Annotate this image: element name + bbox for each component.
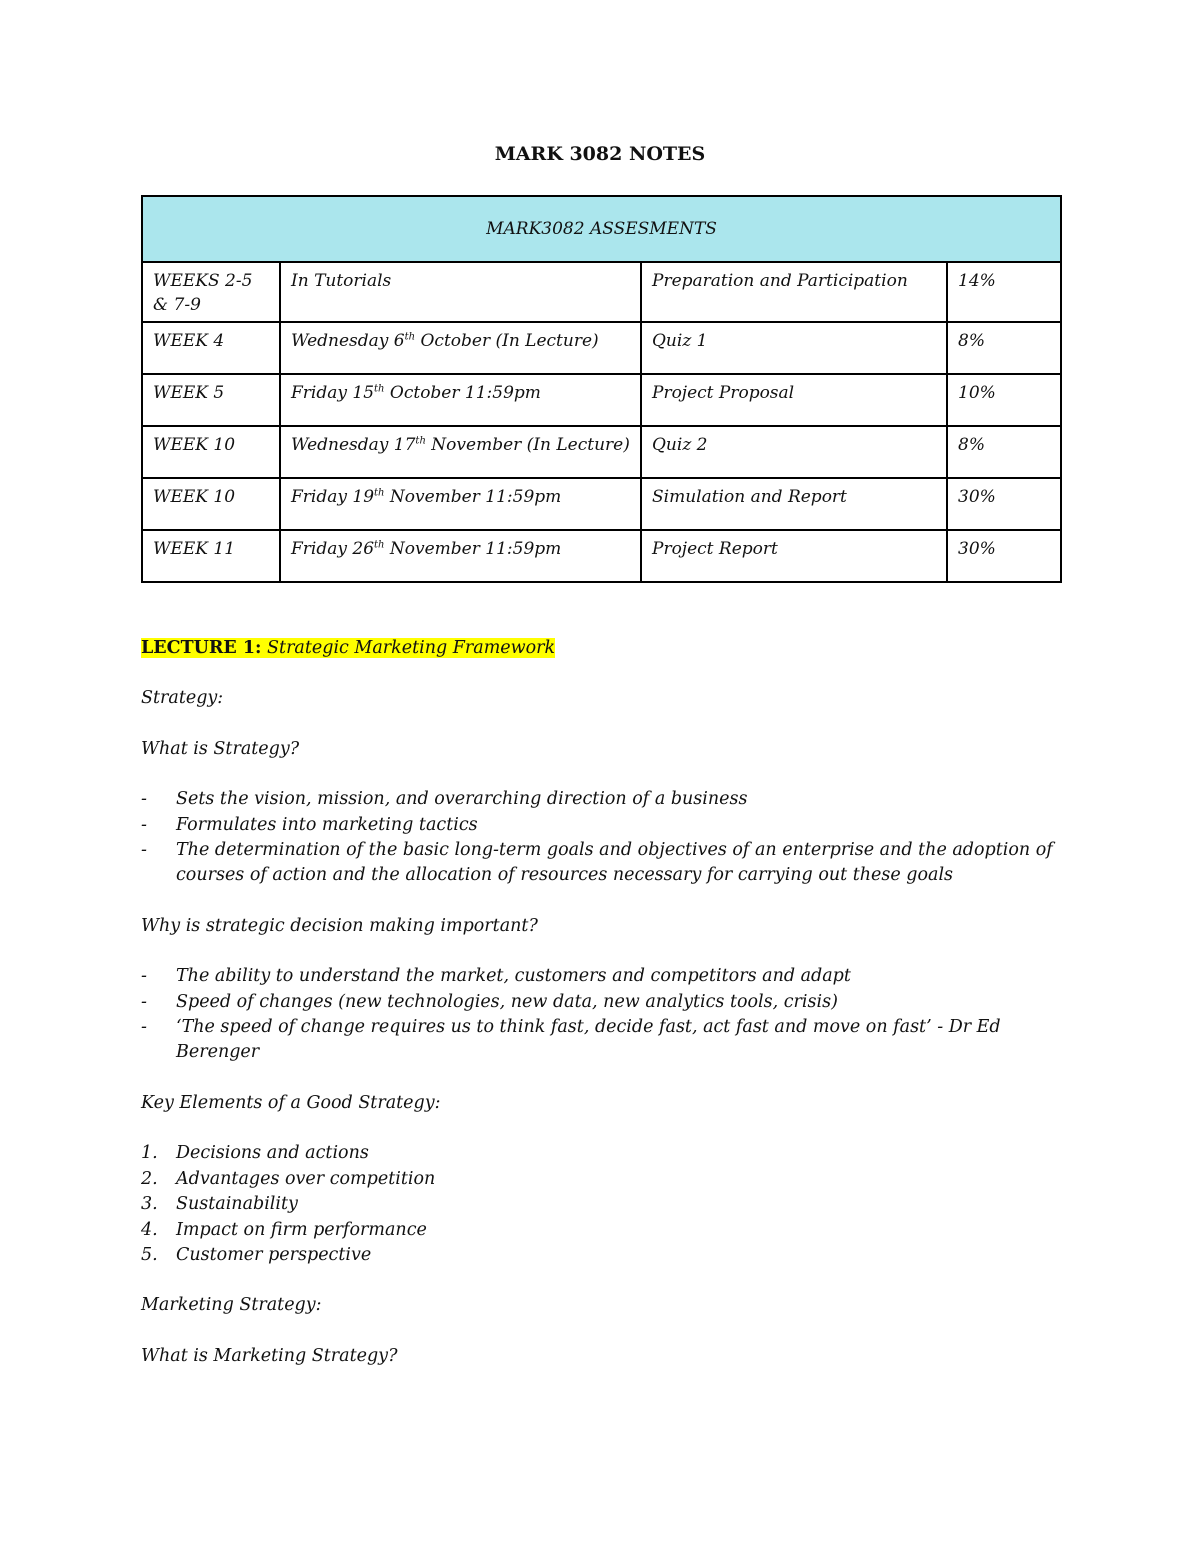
- lecture-label: LECTURE 1:: [141, 638, 262, 658]
- list-item: - The ability to understand the market, customers and competitors and adapt: [141, 966, 851, 987]
- cell-weight: 8%: [947, 426, 1061, 478]
- table-row: [142, 530, 1061, 582]
- section-heading: Marketing Strategy:: [141, 1295, 322, 1316]
- bullet-list: [141, 787, 1071, 889]
- cell-week: WEEK 5: [142, 374, 280, 426]
- list-item: - Speed of changes (new technologies, new data, new analytics tools, crisis): [141, 991, 838, 1012]
- list-item: 4. Impact on firm performance: [141, 1219, 427, 1240]
- cell-task: Preparation and Participation: [641, 262, 947, 322]
- cell-weight: 14%: [947, 262, 1061, 322]
- list-item: - Formulates into marketing tactics: [141, 814, 478, 835]
- cell-task: Simulation and Report: [641, 478, 947, 530]
- numbered-list: [141, 1141, 1071, 1268]
- cell-task: Project Report: [641, 530, 947, 582]
- assessments-table: [141, 195, 1062, 583]
- list-item: - ‘The speed of change requires us to think fast, decide fast, act fast and move on fast’ - Dr Ed Berenger: [141, 1017, 1001, 1063]
- cell-week: WEEK 11: [142, 530, 280, 582]
- table-row: [142, 478, 1061, 530]
- section-heading: Strategy:: [141, 688, 224, 709]
- cell-weight: 8%: [947, 322, 1061, 374]
- list-item: 3. Sustainability: [141, 1194, 298, 1215]
- cell-weight: 30%: [947, 478, 1061, 530]
- cell-task: Quiz 2: [641, 426, 947, 478]
- lecture-topic: Strategic Marketing Framework: [267, 638, 556, 658]
- list-item: 2. Advantages over competition: [141, 1168, 436, 1189]
- table-row: [142, 262, 1061, 322]
- list-item: - Sets the vision, mission, and overarching direction of a business: [141, 789, 748, 810]
- cell-week: WEEKS 2-5 & 7-9: [142, 262, 280, 322]
- section-heading: Key Elements of a Good Strategy:: [141, 1092, 441, 1113]
- cell-task: Quiz 1: [641, 322, 947, 374]
- cell-weight: 10%: [947, 374, 1061, 426]
- cell-when: Wednesday 6th October (In Lecture): [280, 322, 641, 374]
- cell-when: Friday 19th November 11:59pm: [280, 478, 641, 530]
- cell-week: WEEK 10: [142, 426, 280, 478]
- list-item: 5. Customer perspective: [141, 1244, 372, 1265]
- cell-when: Friday 26th November 11:59pm: [280, 530, 641, 582]
- lecture-heading: [141, 636, 1071, 661]
- cell-when: Wednesday 17th November (In Lecture): [280, 426, 641, 478]
- table-header: MARK3082 ASSESMENTS: [142, 196, 1061, 262]
- cell-weight: 30%: [947, 530, 1061, 582]
- notes-body: [141, 636, 1071, 1369]
- cell-when: Friday 15th October 11:59pm: [280, 374, 641, 426]
- question-heading: Why is strategic decision making important?: [141, 915, 538, 936]
- list-item: - The determination of the basic long-term goals and objectives of an enterprise and the adoption of courses of action and the allocation of resources necessary for carrying out these goals: [141, 840, 1053, 886]
- list-item: 1. Decisions and actions: [141, 1143, 369, 1164]
- table-row: [142, 426, 1061, 478]
- question-heading: What is Marketing Strategy?: [141, 1345, 398, 1366]
- bullet-list: [141, 964, 1071, 1066]
- question-heading: What is Strategy?: [141, 738, 300, 759]
- table-row: [142, 322, 1061, 374]
- cell-week: WEEK 4: [142, 322, 280, 374]
- cell-week: WEEK 10: [142, 478, 280, 530]
- cell-task: Project Proposal: [641, 374, 947, 426]
- cell-when: In Tutorials: [280, 262, 641, 322]
- table-row: [142, 374, 1061, 426]
- page-title: MARK 3082 NOTES: [494, 143, 706, 165]
